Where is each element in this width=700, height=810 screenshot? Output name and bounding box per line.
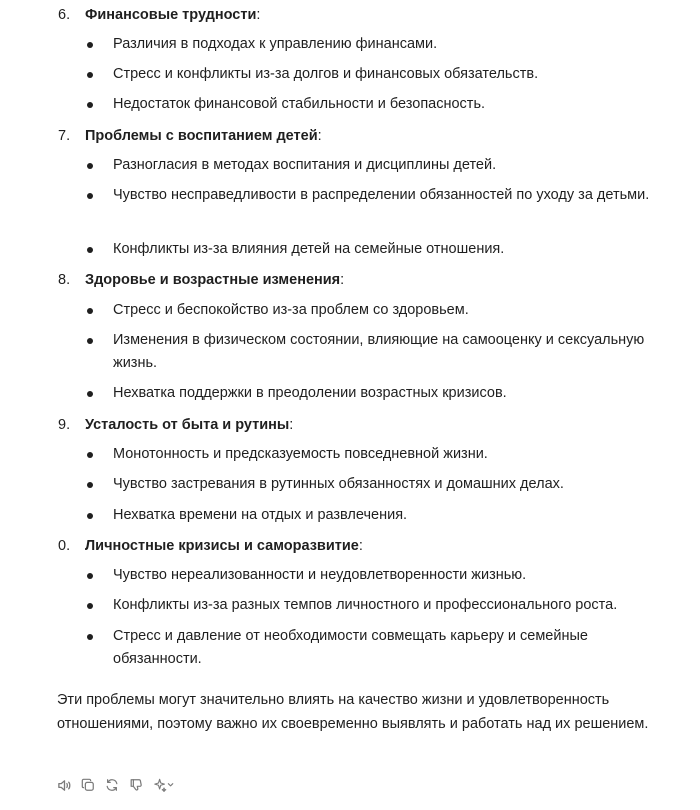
- bullet-icon: [87, 482, 93, 488]
- bullet-icon: [87, 163, 93, 169]
- bullet-icon: [87, 634, 93, 640]
- section-title: Усталость от быта и рутины:: [85, 417, 294, 433]
- bullet-icon: [87, 247, 93, 253]
- thumbs-down-icon[interactable]: [128, 777, 144, 793]
- sparkle-model-icon[interactable]: [152, 777, 176, 793]
- list-number: 0.: [58, 538, 71, 554]
- section-title: Здоровье и возрастные изменения:: [85, 272, 345, 288]
- bullet-icon: [87, 338, 93, 344]
- bullet-text: Конфликты из-за влияния детей на семейные отношения.: [113, 241, 505, 257]
- bullet-icon: [87, 513, 93, 519]
- section-title: Финансовые трудности:: [85, 7, 261, 23]
- bullet-icon: [87, 42, 93, 48]
- bullet-text: Изменения в физическом состоянии, влияющие на самооценку и сексуальную жизнь.: [113, 332, 645, 371]
- bullet-icon: [87, 391, 93, 397]
- bullet-text: Чувство нереализованности и неудовлетворенности жизнью.: [113, 567, 527, 583]
- bullet-text: Разногласия в методах воспитания и дисциплины детей.: [113, 157, 497, 173]
- bullet-icon: [87, 603, 93, 609]
- bullet-text: Чувство несправедливости в распределении обязанностей по уходу за детьми.: [113, 187, 650, 203]
- closing-paragraph: Эти проблемы могут значительно влиять на качество жизни и удовлетворенность отношениями, поэтому важно их своевременно выявлять и работать над их решением.: [57, 692, 649, 732]
- bullet-icon: [87, 452, 93, 458]
- bullet-text: Монотонность и предсказуемость повседневной жизни.: [113, 446, 488, 462]
- bullet-icon: [87, 102, 93, 108]
- list-number: 7.: [58, 128, 71, 144]
- section-title: Личностные кризисы и саморазвитие:: [85, 538, 363, 554]
- regenerate-icon[interactable]: [104, 777, 120, 793]
- bullet-text: Стресс и давление от необходимости совмещать карьеру и семейные обязанности.: [113, 628, 588, 667]
- bullet-text: Различия в подходах к управлению финансами.: [113, 36, 438, 52]
- bullet-icon: [87, 193, 93, 199]
- list-number: 9.: [58, 417, 71, 433]
- bullet-text: Конфликты из-за разных темпов личностного и профессионального роста.: [113, 597, 618, 613]
- bullet-icon: [87, 308, 93, 314]
- speaker-icon[interactable]: [56, 777, 72, 793]
- list-number: 6.: [58, 7, 71, 23]
- bullet-text: Недостаток финансовой стабильности и безопасность.: [113, 96, 486, 112]
- section-title: Проблемы с воспитанием детей:: [85, 128, 322, 144]
- bullet-text: Стресс и беспокойство из-за проблем со здоровьем.: [113, 302, 469, 318]
- bullet-text: Стресс и конфликты из-за долгов и финансовых обязательств.: [113, 66, 539, 82]
- bullet-text: Нехватка времени на отдых и развлечения.: [113, 507, 408, 523]
- copy-icon[interactable]: [80, 777, 96, 793]
- bullet-icon: [87, 573, 93, 579]
- bullet-text: Нехватка поддержки в преодолении возрастных кризисов.: [113, 385, 507, 401]
- bullet-icon: [87, 72, 93, 78]
- bullet-text: Чувство застревания в рутинных обязанностях и домашних делах.: [113, 476, 564, 492]
- list-number: 8.: [58, 272, 71, 288]
- message-action-toolbar: [56, 775, 176, 795]
